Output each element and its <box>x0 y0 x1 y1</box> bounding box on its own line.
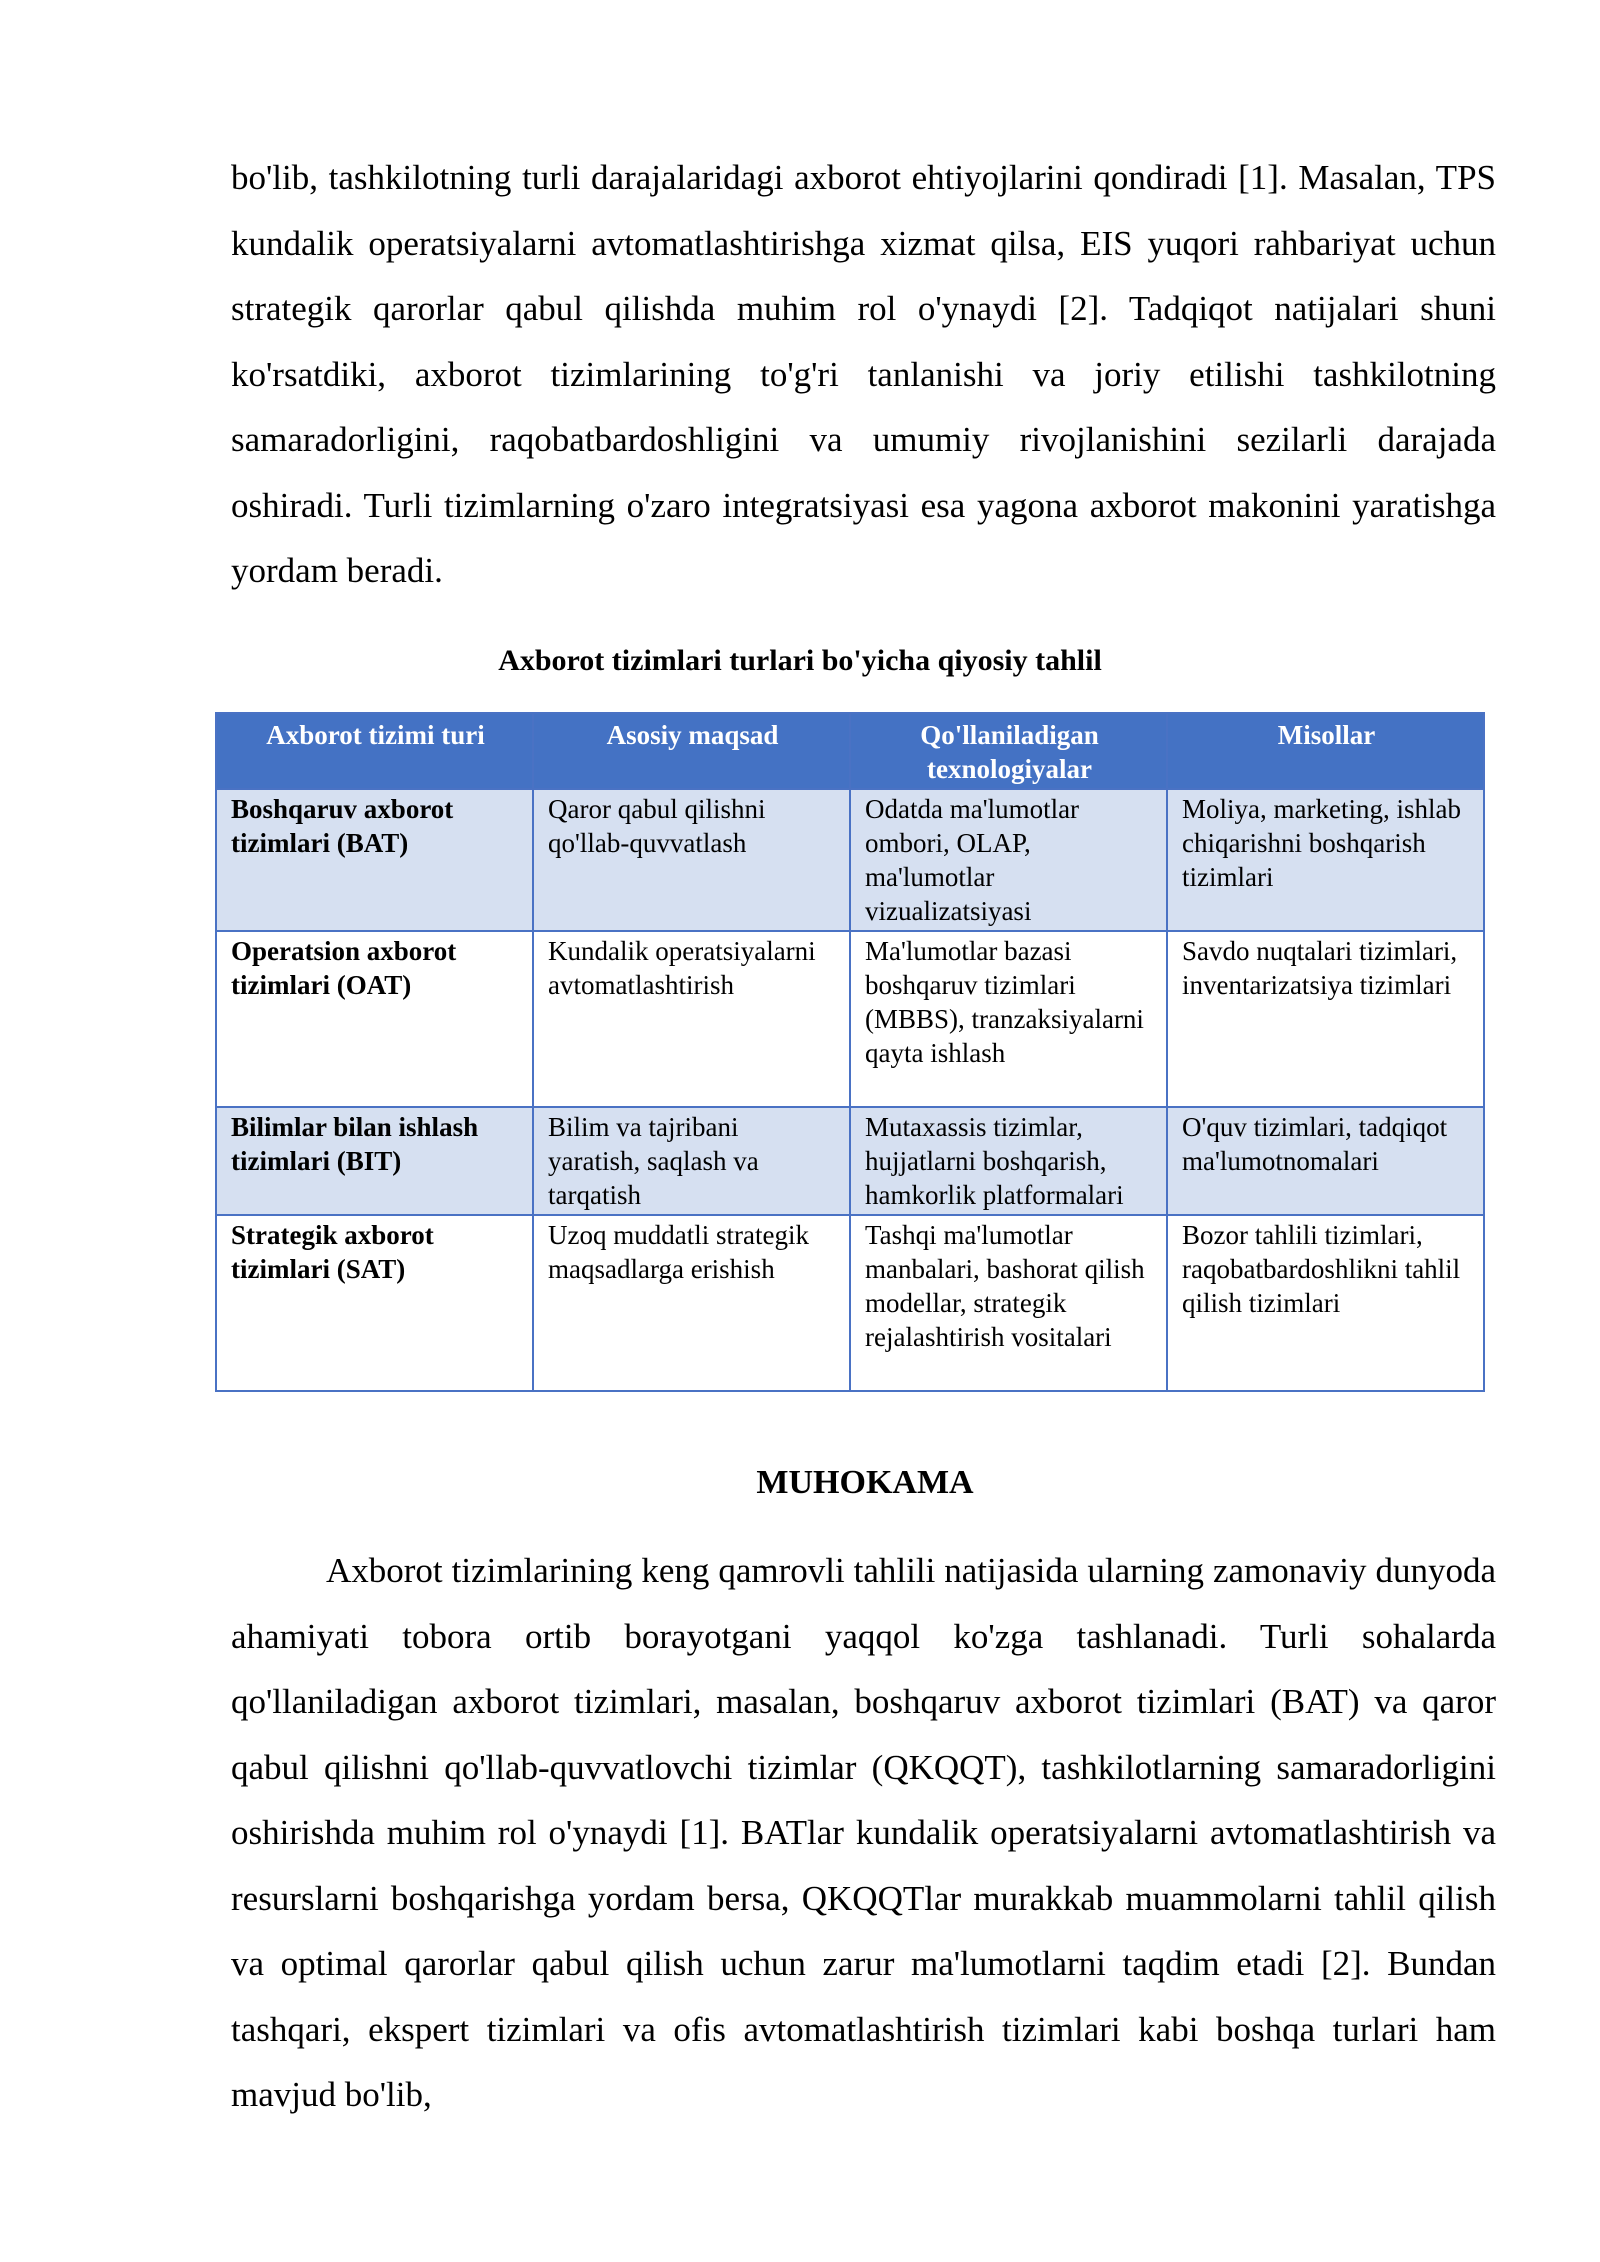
table-caption: Axborot tizimlari turlari bo'yicha qiyosiy tahlil <box>498 644 1102 677</box>
cell-purpose: Qaror qabul qilishni qo'llab-quvvatlash <box>533 789 850 931</box>
table-header-row <box>216 713 1484 789</box>
table-row <box>216 1107 1484 1215</box>
table-row <box>216 931 1484 1107</box>
header-cell-examples: Misollar <box>1167 713 1484 789</box>
cell-technologies: Tashqi ma'lumotlar manbalari, bashorat qilish modellar, strategik rejalashtirish vositalari <box>850 1215 1167 1391</box>
cell-technologies: Odatda ma'lumotlar ombori, OLAP, ma'lumotlar vizualizatsiyasi <box>850 789 1167 931</box>
cell-system-type: Bilimlar bilan ishlash tizimlari (BIT) <box>216 1107 533 1215</box>
header-cell-purpose: Asosiy maqsad <box>533 713 850 789</box>
cell-system-type: Strategik axborot tizimlari (SAT) <box>216 1215 533 1391</box>
table-row <box>216 789 1484 931</box>
cell-purpose: Uzoq muddatli strategik maqsadlarga erishish <box>533 1215 850 1391</box>
cell-examples: Bozor tahlili tizimlari, raqobatbardoshlikni tahlil qilish tizimlari <box>1167 1215 1484 1391</box>
cell-technologies: Mutaxassis tizimlar, hujjatlarni boshqarish, hamkorlik platformalari <box>850 1107 1167 1215</box>
discussion-paragraph: Axborot tizimlarining keng qamrovli tahlili natijasida ularning zamonaviy dunyoda ahamiyati tobora ortib borayotgani yaqqol ko'zga tashlanadi. Turli sohalarda qo'llaniladigan axborot tizimlari, masalan, boshqaruv axborot tizimlari (BAT) va qaror qabul qilishni qo'llab-quvvatlovchi tizimlar (QKQQT), tashkilotlarning samaradorligini oshirishda muhim rol o'ynaydi [1]. BATlar kundalik operatsiyalarni avtomatlashtirish va resurslarni boshqarishga yordam bersa, QKQQTlar murakkab muammolarni tahlil qilish va optimal qarorlar qabul qilish uchun zarur ma'lumotlarni taqdim etadi [2]. Bundan tashqari, ekspert tizimlari va ofis avtomatlashtirish tizimlari kabi boshqa turlari ham mavjud bo'lib, <box>231 1551 1496 2114</box>
table-row <box>216 1215 1484 1391</box>
cell-purpose: Kundalik operatsiyalarni avtomatlashtirish <box>533 931 850 1107</box>
intro-paragraph: bo'lib, tashkilotning turli darajalaridagi axborot ehtiyojlarini qondiradi [1]. Masalan, TPS kundalik operatsiyalarni avtomatlashtirishga xizmat qilsa, EIS yuqori rahbariyat uchun strategik qarorlar qabul qilishda muhim rol o'ynaydi [2]. Tadqiqot natijalari shuni ko'rsatdiki, axborot tizimlarining to'g'ri tanlanishi va joriy etilishi tashkilotning samaradorligini, raqobatbardoshligini va umumiy rivojlanishini sezilarli darajada oshiradi. Turli tizimlarning o'zaro integratsiyasi esa yagona axborot makonini yaratishga yordam beradi. <box>231 158 1496 590</box>
cell-technologies: Ma'lumotlar bazasi boshqaruv tizimlari (MBBS), tranzaksiyalarni qayta ishlash <box>850 931 1167 1107</box>
header-cell-technologies: Qo'llaniladigan texnologiyalar <box>850 713 1167 789</box>
cell-system-type: Boshqaruv axborot tizimlari (BAT) <box>216 789 533 931</box>
cell-examples: Savdo nuqtalari tizimlari, inventarizatsiya tizimlari <box>1167 931 1484 1107</box>
comparison-table <box>215 712 1485 1392</box>
cell-examples: O'quv tizimlari, tadqiqot ma'lumotnomalari <box>1167 1107 1484 1215</box>
section-heading: MUHOKAMA <box>756 1464 974 1501</box>
cell-system-type: Operatsion axborot tizimlari (OAT) <box>216 931 533 1107</box>
cell-examples: Moliya, marketing, ishlab chiqarishni boshqarish tizimlari <box>1167 789 1484 931</box>
header-cell-type: Axborot tizimi turi <box>216 713 533 789</box>
cell-purpose: Bilim va tajribani yaratish, saqlash va tarqatish <box>533 1107 850 1215</box>
